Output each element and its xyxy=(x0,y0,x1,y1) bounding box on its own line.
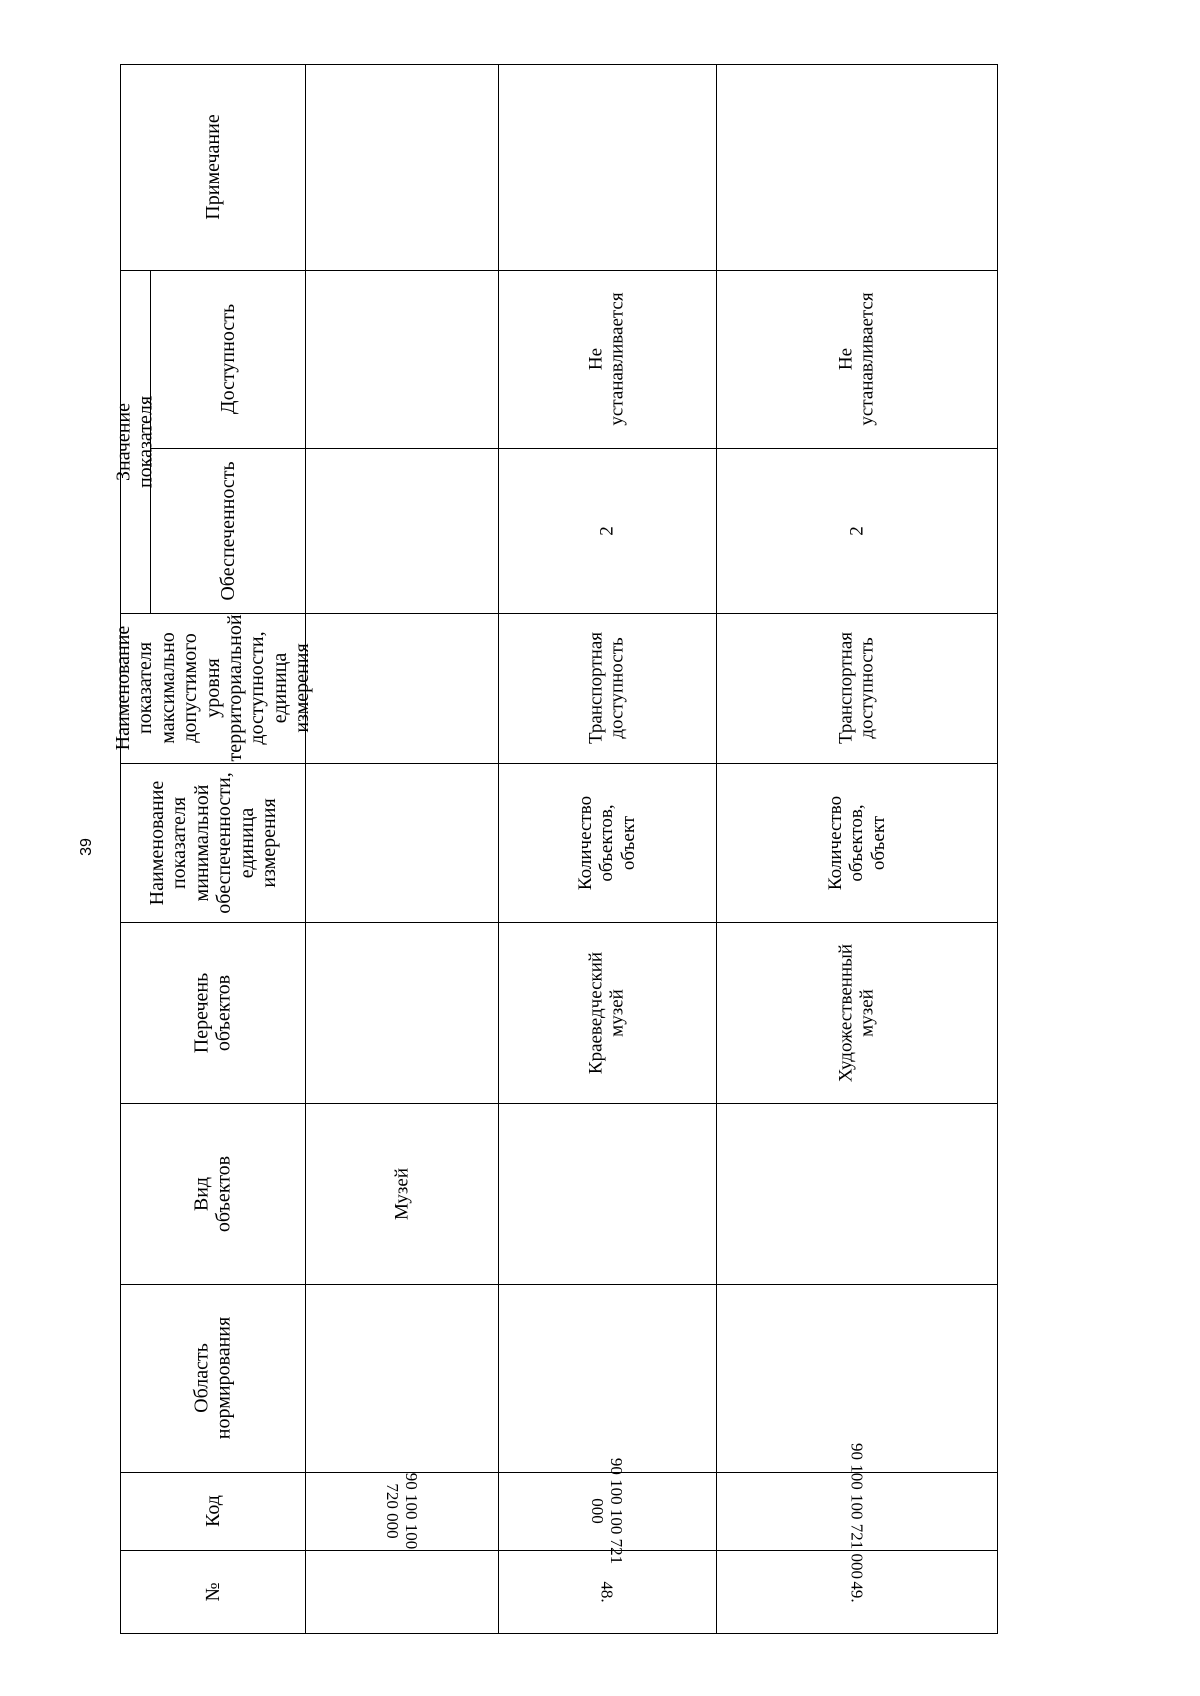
row2-max-indicator: Транспортная доступность xyxy=(835,632,878,744)
indicators-table xyxy=(111,64,998,1634)
header-value-group-cell xyxy=(112,270,157,613)
row1-provision: 2 xyxy=(596,525,618,536)
page-number: 39 xyxy=(78,838,95,856)
header-area-cell xyxy=(120,1284,305,1472)
header-min-indicator: Наименование показателя минимальной обеспеченности, единица измерения xyxy=(145,771,280,914)
header-provision: Обеспеченность xyxy=(216,460,239,601)
row2-code: 90 100 100 721 000 xyxy=(847,1443,867,1579)
header-code: Код xyxy=(201,1495,224,1527)
divider-header-row0 xyxy=(305,64,306,1634)
row2-min-indicator: Количество объектов, объект xyxy=(825,795,889,890)
header-note-cell xyxy=(120,64,305,270)
row1-list: Краеведческий музей xyxy=(585,951,628,1074)
row0-kind: Музей xyxy=(390,1167,412,1220)
row1-code: 90 100 100 721 000 xyxy=(588,1457,627,1565)
header-value-group: Значение показателя xyxy=(112,395,157,488)
header-area: Область нормирования xyxy=(190,1316,235,1440)
divider-kind-area xyxy=(305,1284,998,1285)
header-list: Перечень объектов xyxy=(190,972,235,1053)
row2-min-indicator-cell xyxy=(716,763,998,922)
row0-code-cell xyxy=(305,1472,498,1550)
row1-accessibility-cell xyxy=(498,270,716,448)
header-num: № xyxy=(201,1582,224,1602)
row1-num: 48. xyxy=(597,1581,617,1603)
row2-max-indicator-cell xyxy=(716,613,998,763)
header-min-indicator-cell xyxy=(120,763,305,922)
header-note: Примечание xyxy=(201,114,224,220)
row2-accessibility-cell xyxy=(716,270,998,448)
header-list-cell xyxy=(120,922,305,1103)
row2-provision-cell xyxy=(716,448,998,613)
row1-min-indicator: Количество объектов, объект xyxy=(575,795,639,890)
row1-min-indicator-cell xyxy=(498,763,716,922)
row2-list-cell xyxy=(716,922,998,1103)
row2-accessibility: Не устанавливается xyxy=(835,292,878,426)
row1-max-indicator-cell xyxy=(498,613,716,763)
header-num-cell xyxy=(120,1550,305,1634)
header-accessibility: Доступность xyxy=(216,303,239,415)
row2-num: 49. xyxy=(847,1581,867,1603)
header-kind: Вид объектов xyxy=(190,1155,235,1232)
header-max-indicator-cell xyxy=(111,613,313,763)
row1-accessibility: Не устанавливается xyxy=(585,292,628,426)
row2-provision: 2 xyxy=(846,525,868,536)
header-max-indicator: Наименование показателя максимально допустимого уровня территориальной доступности, единица измерения xyxy=(111,614,313,762)
header-code-cell xyxy=(120,1472,305,1550)
row1-num-cell xyxy=(498,1550,716,1634)
header-accessibility-cell xyxy=(150,270,305,448)
header-provision-cell xyxy=(150,448,305,613)
row1-max-indicator: Транспортная доступность xyxy=(585,632,628,744)
header-kind-cell xyxy=(120,1103,305,1284)
row2-code-cell xyxy=(716,1443,998,1579)
row2-num-cell xyxy=(716,1550,998,1634)
row0-kind-cell xyxy=(305,1103,498,1284)
row0-code: 90 100 100 720 000 xyxy=(382,1472,421,1550)
row1-provision-cell xyxy=(498,448,716,613)
row2-list: Художественный музей xyxy=(835,943,878,1082)
row1-code-cell xyxy=(498,1457,716,1565)
row1-list-cell xyxy=(498,922,716,1103)
